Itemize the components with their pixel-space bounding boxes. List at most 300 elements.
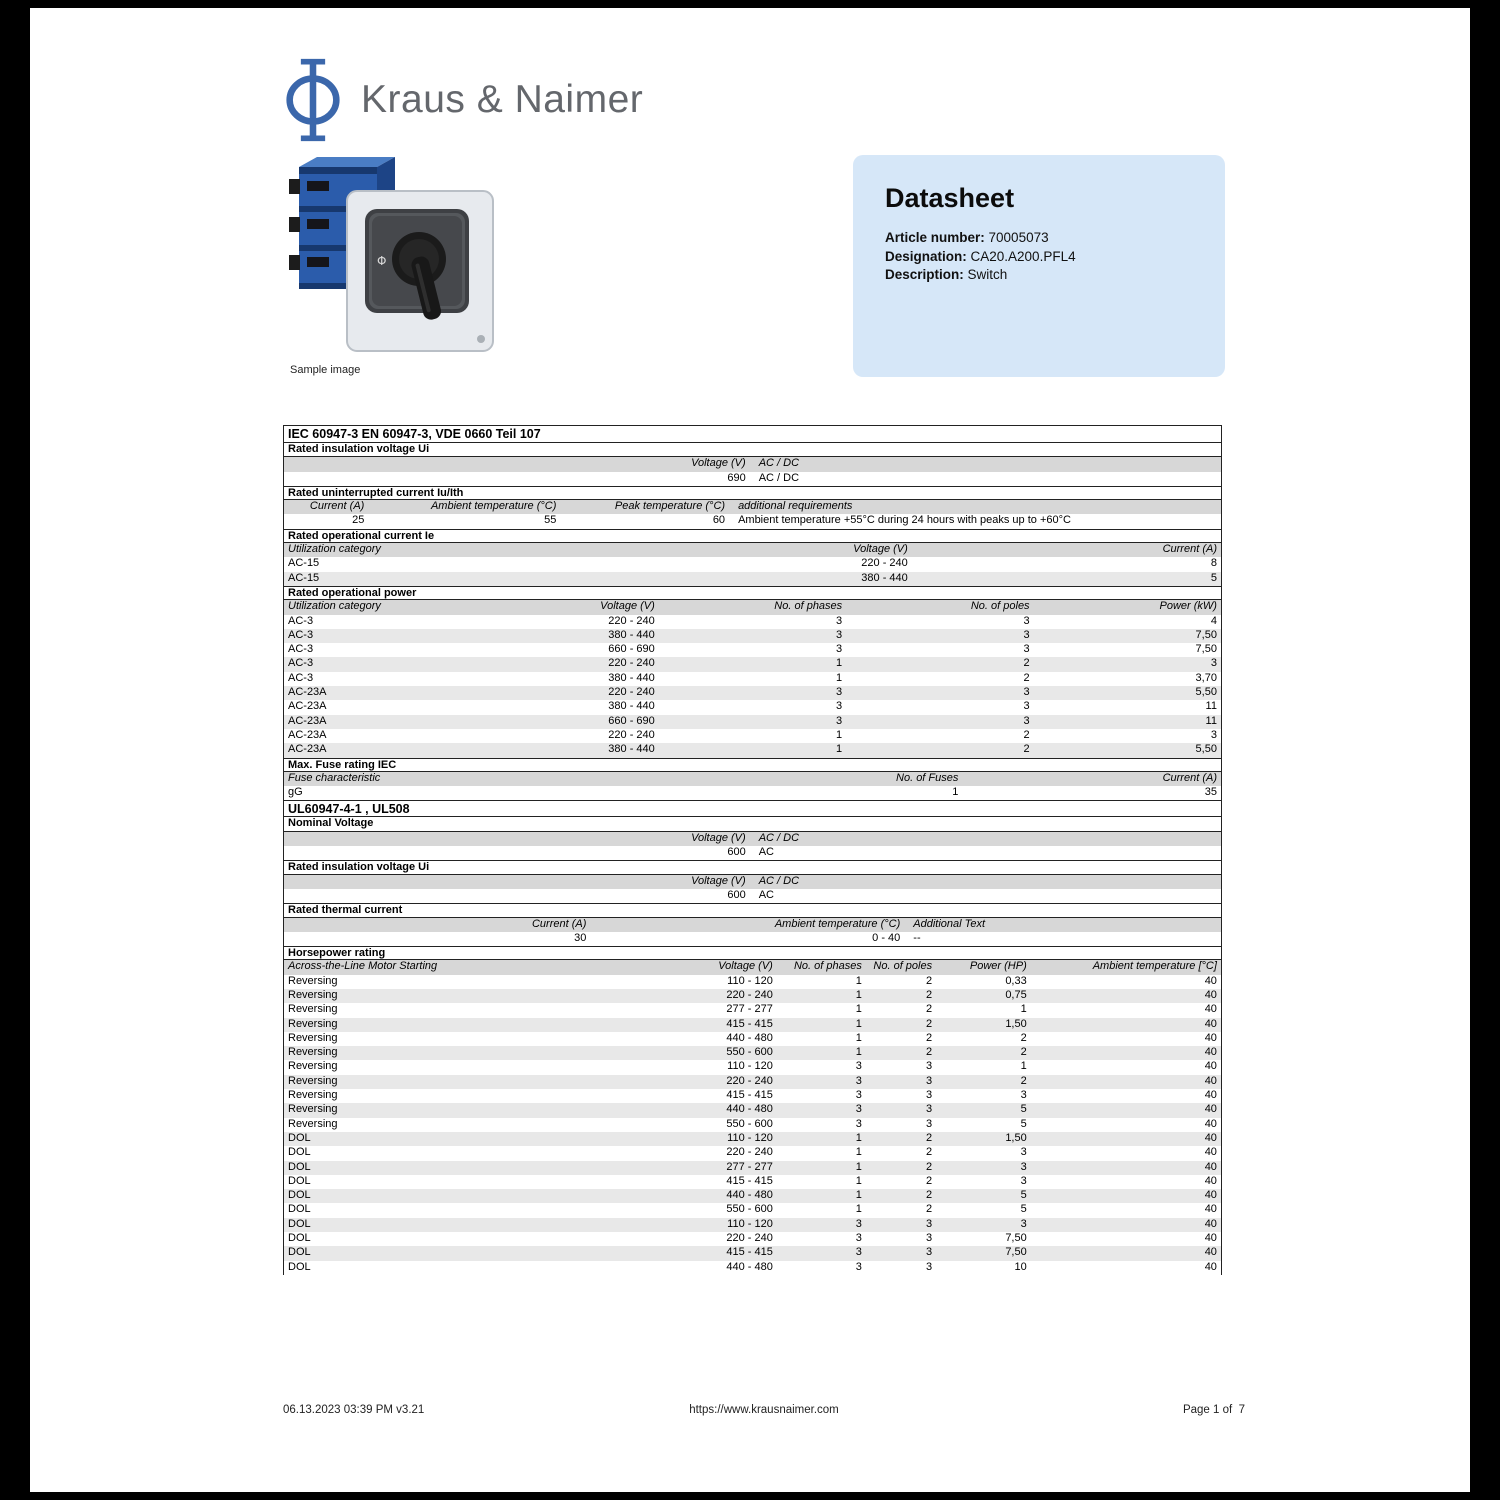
- table-cell: AC-3: [288, 643, 314, 656]
- table-row: [284, 643, 1221, 657]
- section-title-row: Nominal Voltage: [284, 817, 1221, 831]
- table-cell: 1: [855, 1003, 862, 1016]
- table-cell: 2: [1020, 1031, 1027, 1044]
- table-cell: AC / DC: [758, 457, 800, 470]
- table-cell: 1: [836, 743, 843, 756]
- table-row: [284, 1075, 1221, 1089]
- table-cell: AC-3: [288, 614, 314, 627]
- section-title-row: Rated operational power: [284, 586, 1221, 600]
- table-cell: 3: [1210, 728, 1217, 741]
- table-header-row: [284, 457, 1221, 471]
- table-cell: Reversing: [288, 1117, 338, 1130]
- table-cell: No. of poles: [873, 960, 933, 973]
- table-cell: Voltage (V): [691, 874, 746, 887]
- table-cell: 40: [1204, 1203, 1217, 1216]
- table-cell: 40: [1204, 1217, 1217, 1230]
- table-cell: 7,50: [1195, 643, 1217, 656]
- table-cell: No. of poles: [970, 600, 1030, 613]
- table-cell: 3: [925, 1074, 933, 1087]
- table-cell: DOL: [288, 1246, 311, 1259]
- table-cell: 40: [1204, 1246, 1217, 1259]
- table-cell: Reversing: [288, 1046, 338, 1059]
- table-cell: Voltage (V): [718, 960, 773, 973]
- table-cell: 1: [855, 1046, 862, 1059]
- sample-image-caption: Sample image: [290, 364, 361, 376]
- table-cell: Reversing: [288, 1031, 338, 1044]
- table-cell: 1: [836, 657, 843, 670]
- table-cell: 3: [855, 1060, 862, 1073]
- table-cell: DOL: [288, 1232, 311, 1245]
- table-cell: 220 - 240: [726, 1074, 773, 1087]
- table-cell: 550 - 600: [726, 1046, 773, 1059]
- table-cell: additional requirements: [738, 500, 853, 513]
- table-cell: 1: [952, 786, 959, 799]
- table-cell: 3: [925, 1117, 933, 1130]
- section-title-row: Rated insulation voltage Ui: [284, 860, 1221, 874]
- table-cell: 3: [1020, 1089, 1027, 1102]
- table-cell: 10: [1014, 1260, 1027, 1273]
- table-cell: Power (kW): [1159, 600, 1217, 613]
- table-cell: No. of phases: [793, 960, 862, 973]
- table-cell: 440 - 480: [726, 1103, 773, 1116]
- table-cell: 3: [836, 700, 843, 713]
- datasheet-card: [853, 155, 1225, 377]
- table-cell: 3: [1023, 628, 1030, 641]
- table-cell: 660 - 690: [608, 643, 655, 656]
- table-cell: 440 - 480: [726, 1189, 773, 1202]
- datasheet-title: Datasheet: [885, 183, 1015, 213]
- table-cell: 40: [1204, 1089, 1217, 1102]
- table-cell: 5: [1020, 1189, 1027, 1202]
- table-cell: 690: [727, 471, 746, 484]
- table-header-row: [284, 600, 1221, 614]
- table-cell: 2: [1023, 743, 1030, 756]
- table-cell: gG: [288, 786, 303, 799]
- footer-date-version: 06.13.2023 03:39 PM v3.21: [283, 1404, 425, 1416]
- table-cell: Reversing: [288, 1060, 338, 1073]
- table-cell: 3: [925, 1103, 933, 1116]
- table-row: [284, 846, 1221, 860]
- table-cell: 277 - 277: [726, 1003, 773, 1016]
- table-cell: AC / DC: [758, 874, 800, 887]
- table-cell: 40: [1204, 1031, 1217, 1044]
- table-row: [284, 1161, 1221, 1175]
- table-cell: 40: [1204, 1160, 1217, 1173]
- table-cell: 220 - 240: [726, 1146, 773, 1159]
- product-image: [285, 153, 495, 358]
- table-row: [284, 557, 1221, 571]
- table-cell: AC-3: [288, 671, 314, 684]
- table-cell: 3: [1023, 714, 1030, 727]
- table-cell: 1,50: [1005, 1017, 1027, 1030]
- table-row: [284, 1060, 1221, 1074]
- table-cell: Across-the-Line Motor Starting: [288, 960, 438, 973]
- table-header-row: [284, 500, 1221, 514]
- datasheet-field: Designation: CA20.A200.PFL4: [885, 248, 1076, 264]
- table-cell: 2: [1023, 728, 1030, 741]
- table-cell: 2: [925, 1174, 933, 1187]
- table-cell: 3: [925, 1217, 933, 1230]
- table-cell: Reversing: [288, 1017, 338, 1030]
- table-cell: 1: [855, 1031, 862, 1044]
- table-cell: 5,50: [1195, 743, 1217, 756]
- table-cell: 550 - 600: [726, 1203, 773, 1216]
- table-cell: 40: [1204, 1046, 1217, 1059]
- table-cell: DOL: [288, 1174, 311, 1187]
- table-cell: 2: [925, 1031, 933, 1044]
- table-row: [284, 1246, 1221, 1260]
- table-cell: 30: [574, 931, 587, 944]
- table-cell: 40: [1204, 1003, 1217, 1016]
- table-cell: 380 - 440: [608, 628, 655, 641]
- table-cell: 40: [1204, 1117, 1217, 1130]
- table-cell: DOL: [288, 1260, 311, 1273]
- table-cell: 220 - 240: [726, 988, 773, 1001]
- table-cell: 3: [1023, 643, 1030, 656]
- table-cell: 3: [836, 686, 843, 699]
- table-cell: 1: [836, 671, 843, 684]
- table-cell: 7,50: [1005, 1246, 1027, 1259]
- table-cell: DOL: [288, 1160, 311, 1173]
- table-cell: 110 - 120: [727, 1217, 773, 1230]
- table-cell: 1: [855, 1146, 862, 1159]
- table-cell: AC-23A: [288, 714, 327, 727]
- table-cell: Current (A): [1162, 543, 1217, 556]
- table-cell: 3: [855, 1232, 862, 1245]
- table-cell: 40: [1204, 1131, 1217, 1144]
- table-cell: 3: [855, 1217, 862, 1230]
- datasheet-field: Description: Switch: [885, 267, 1008, 282]
- table-cell: 7,50: [1005, 1232, 1027, 1245]
- table-cell: 7,50: [1195, 628, 1217, 641]
- table-cell: 2: [925, 1046, 933, 1059]
- table-cell: Reversing: [288, 1089, 338, 1102]
- table-cell: 3: [855, 1117, 862, 1130]
- footer-website-link[interactable]: https://www.krausnaimer.com: [689, 1404, 839, 1416]
- table-cell: AC / DC: [758, 831, 800, 844]
- table-cell: --: [913, 931, 921, 944]
- table-cell: AC-23A: [288, 700, 327, 713]
- table-cell: 380 - 440: [608, 671, 655, 684]
- table-cell: 110 - 120: [727, 1131, 773, 1144]
- table-cell: 0,33: [1005, 974, 1027, 987]
- table-cell: Reversing: [288, 974, 338, 987]
- table-row: [284, 1046, 1221, 1060]
- table-cell: Voltage (V): [600, 600, 655, 613]
- table-row: [284, 975, 1221, 989]
- svg-text:Φ: Φ: [377, 254, 387, 268]
- table-cell: Peak temperature (°C): [614, 500, 726, 513]
- table-cell: 380 - 440: [861, 571, 908, 584]
- table-cell: AC-23A: [288, 728, 327, 741]
- table-cell: 2: [1023, 657, 1030, 670]
- section-title-row: Rated insulation voltage Ui: [284, 443, 1221, 457]
- table-row: [284, 889, 1221, 903]
- table-cell: Current (A): [531, 917, 587, 930]
- table-row: [284, 572, 1221, 586]
- table-cell: 3: [925, 1060, 933, 1073]
- table-cell: 440 - 480: [726, 1031, 773, 1044]
- table-cell: Ambient temperature (°C): [774, 917, 901, 930]
- table-cell: 40: [1204, 988, 1217, 1001]
- table-row: [284, 1218, 1221, 1232]
- table-header-row: [284, 772, 1221, 786]
- table-cell: 3: [1020, 1146, 1027, 1159]
- table-cell: 40: [1204, 1232, 1217, 1245]
- table-cell: Ambient temperature (°C): [430, 500, 557, 513]
- table-cell: 25: [352, 514, 365, 527]
- table-cell: 40: [1204, 1103, 1217, 1116]
- table-cell: Reversing: [288, 1103, 338, 1116]
- table-cell: Reversing: [288, 988, 338, 1001]
- table-cell: Voltage (V): [691, 457, 746, 470]
- page-footer: [283, 1404, 1245, 1416]
- table-row: [284, 1018, 1221, 1032]
- table-cell: 3,70: [1195, 671, 1217, 684]
- table-cell: 3: [1210, 657, 1217, 670]
- table-row: [284, 715, 1221, 729]
- table-cell: 3: [925, 1089, 933, 1102]
- table-cell: DOL: [288, 1189, 311, 1202]
- table-cell: No. of Fuses: [896, 771, 959, 784]
- datasheet-field: Article number: 70005073: [885, 230, 1049, 245]
- table-cell: Utilization category: [288, 600, 381, 613]
- table-cell: Fuse characteristic: [288, 771, 381, 784]
- table-cell: Voltage (V): [853, 543, 908, 556]
- table-cell: 3: [1023, 700, 1030, 713]
- table-cell: 415 - 415: [726, 1246, 773, 1259]
- table-cell: 11: [1205, 714, 1217, 727]
- table-cell: AC / DC: [758, 471, 800, 484]
- table-cell: 2: [925, 1131, 933, 1144]
- table-cell: 2: [925, 974, 933, 987]
- table-row: [284, 1261, 1221, 1275]
- table-row: [284, 514, 1221, 528]
- table-cell: DOL: [288, 1146, 311, 1159]
- table-cell: 0 - 40: [872, 931, 901, 944]
- table-row: [284, 729, 1221, 743]
- section-title-row: Rated uninterrupted current Iu/Ith: [284, 486, 1221, 500]
- table-cell: 60: [712, 514, 726, 527]
- table-cell: 1: [1020, 1060, 1027, 1073]
- table-cell: 5,50: [1195, 686, 1217, 699]
- table-cell: DOL: [288, 1131, 311, 1144]
- table-cell: 3: [925, 1232, 933, 1245]
- table-cell: 2: [925, 988, 933, 1001]
- table-header-row: [284, 543, 1221, 557]
- table-cell: 3: [855, 1260, 862, 1273]
- brand-name: Kraus & Naimer: [361, 78, 644, 121]
- table-cell: Ambient temperature [°C]: [1092, 960, 1217, 973]
- table-cell: Reversing: [288, 1003, 338, 1016]
- table-cell: DOL: [288, 1217, 311, 1230]
- table-cell: AC-15: [288, 571, 320, 584]
- table-cell: 1: [855, 1189, 862, 1202]
- table-cell: 35: [1204, 786, 1217, 799]
- datasheet-page: [30, 8, 1470, 1492]
- table-cell: 3: [1023, 614, 1030, 627]
- table-cell: 3: [836, 614, 843, 627]
- table-cell: 2: [925, 1160, 933, 1173]
- table-cell: 220 - 240: [608, 614, 655, 627]
- table-cell: DOL: [288, 1203, 311, 1216]
- table-cell: 40: [1204, 1174, 1217, 1187]
- table-cell: 8: [1210, 557, 1217, 570]
- table-cell: 220 - 240: [608, 728, 655, 741]
- table-cell: 11: [1205, 700, 1217, 713]
- table-cell: 3: [925, 1246, 933, 1259]
- table-row: [284, 932, 1221, 946]
- table-row: [284, 700, 1221, 714]
- table-cell: 5: [1020, 1117, 1027, 1130]
- table-row: [284, 1203, 1221, 1217]
- table-cell: 550 - 600: [726, 1117, 773, 1130]
- table-cell: 3: [836, 714, 843, 727]
- table-header-row: [284, 832, 1221, 846]
- table-header-row: [284, 918, 1221, 932]
- table-cell: 660 - 690: [608, 714, 655, 727]
- table-cell: 0,75: [1005, 988, 1027, 1001]
- table-cell: 5: [1020, 1103, 1027, 1116]
- table-cell: 2: [925, 1203, 933, 1216]
- table-row: [284, 786, 1221, 800]
- table-cell: 3: [855, 1246, 862, 1259]
- table-cell: 40: [1204, 1146, 1217, 1159]
- table-cell: 40: [1204, 974, 1217, 987]
- section-title-row: Max. Fuse rating IEC: [284, 758, 1221, 772]
- table-cell: 2: [925, 1146, 933, 1159]
- table-cell: 3: [855, 1074, 862, 1087]
- table-row: [284, 1032, 1221, 1046]
- table-row: [284, 1232, 1221, 1246]
- table-cell: AC-23A: [288, 743, 327, 756]
- table-cell: AC-23A: [288, 686, 327, 699]
- table-cell: 3: [836, 643, 843, 656]
- table-row: [284, 657, 1221, 671]
- table-cell: 1: [855, 988, 862, 1001]
- table-row: [284, 989, 1221, 1003]
- table-cell: AC-3: [288, 628, 314, 641]
- table-row: [284, 1132, 1221, 1146]
- table-row: [284, 472, 1221, 486]
- table-cell: 40: [1204, 1017, 1217, 1030]
- table-cell: 220 - 240: [861, 557, 908, 570]
- table-cell: 55: [544, 514, 557, 527]
- table-cell: 3: [1020, 1217, 1027, 1230]
- table-cell: 2: [925, 1003, 933, 1016]
- table-row: [284, 629, 1221, 643]
- table-cell: 40: [1204, 1060, 1217, 1073]
- table-row: [284, 686, 1221, 700]
- table-cell: 2: [1020, 1046, 1027, 1059]
- table-cell: Current (A): [1162, 771, 1217, 784]
- table-row: [284, 743, 1221, 757]
- table-cell: 3: [1020, 1160, 1027, 1173]
- table-cell: 2: [1020, 1074, 1027, 1087]
- table-cell: Voltage (V): [691, 831, 746, 844]
- table-cell: 440 - 480: [726, 1260, 773, 1273]
- table-cell: 2: [925, 1017, 933, 1030]
- table-row: [284, 1003, 1221, 1017]
- table-header-row: [284, 960, 1221, 974]
- table-cell: 1: [855, 974, 862, 987]
- table-cell: 380 - 440: [608, 700, 655, 713]
- table-cell: 3: [855, 1089, 862, 1102]
- phi-logo-icon: [285, 56, 341, 144]
- table-cell: 40: [1204, 1074, 1217, 1087]
- table-cell: 1: [836, 728, 843, 741]
- table-cell: 1: [855, 1203, 862, 1216]
- table-cell: Additional Text: [913, 917, 986, 930]
- table-cell: 3: [855, 1103, 862, 1116]
- table-cell: Ambient temperature +55°C during 24 hours with peaks up to +60°C: [738, 514, 1071, 527]
- table-cell: 415 - 415: [726, 1089, 773, 1102]
- table-cell: 1: [855, 1131, 862, 1144]
- table-cell: 380 - 440: [608, 743, 655, 756]
- table-cell: 4: [1210, 614, 1217, 627]
- table-cell: 220 - 240: [608, 686, 655, 699]
- table-row: [284, 1089, 1221, 1103]
- table-row: [284, 1103, 1221, 1117]
- table-row: [284, 1146, 1221, 1160]
- table-cell: Power (HP): [969, 960, 1027, 973]
- table-cell: AC-3: [288, 657, 314, 670]
- table-row: [284, 672, 1221, 686]
- table-cell: 2: [925, 1189, 933, 1202]
- section-title-row: UL60947-4-1 , UL508: [284, 800, 1221, 817]
- table-cell: No. of phases: [774, 600, 843, 613]
- table-cell: 110 - 120: [727, 1060, 773, 1073]
- table-cell: 277 - 277: [726, 1160, 773, 1173]
- table-cell: 220 - 240: [726, 1232, 773, 1245]
- table-cell: AC: [758, 846, 774, 859]
- table-cell: 40: [1204, 1260, 1217, 1273]
- section-title-row: IEC 60947-3 EN 60947-3, VDE 0660 Teil 107: [284, 426, 1221, 443]
- table-row: [284, 1189, 1221, 1203]
- table-cell: Current (A): [309, 500, 365, 513]
- brand-logo: [285, 56, 643, 144]
- table-cell: 5: [1020, 1203, 1027, 1216]
- spec-table: [283, 425, 1222, 1275]
- section-title-row: Rated operational current Ie: [284, 529, 1221, 543]
- table-cell: 415 - 415: [726, 1017, 773, 1030]
- table-cell: 3: [1023, 686, 1030, 699]
- datasheet-fields: [885, 229, 1193, 285]
- table-cell: 3: [1020, 1174, 1027, 1187]
- table-cell: 40: [1204, 1189, 1217, 1202]
- table-cell: 1: [1020, 1003, 1027, 1016]
- table-cell: 415 - 415: [726, 1174, 773, 1187]
- table-cell: 5: [1210, 571, 1217, 584]
- table-cell: AC-15: [288, 557, 320, 570]
- table-cell: 2: [1023, 671, 1030, 684]
- table-cell: 1,50: [1005, 1131, 1027, 1144]
- table-cell: 220 - 240: [608, 657, 655, 670]
- table-row: [284, 1118, 1221, 1132]
- table-cell: 600: [727, 846, 746, 859]
- table-cell: Reversing: [288, 1074, 338, 1087]
- table-cell: 3: [836, 628, 843, 641]
- table-cell: 1: [855, 1017, 862, 1030]
- table-row: [284, 615, 1221, 629]
- table-cell: 3: [925, 1260, 933, 1273]
- table-row: [284, 1175, 1221, 1189]
- footer-page-number: Page 1 of 7: [1182, 1404, 1245, 1416]
- table-cell: 1: [855, 1174, 862, 1187]
- table-header-row: [284, 875, 1221, 889]
- table-cell: 600: [727, 888, 746, 901]
- table-cell: 1: [855, 1160, 862, 1173]
